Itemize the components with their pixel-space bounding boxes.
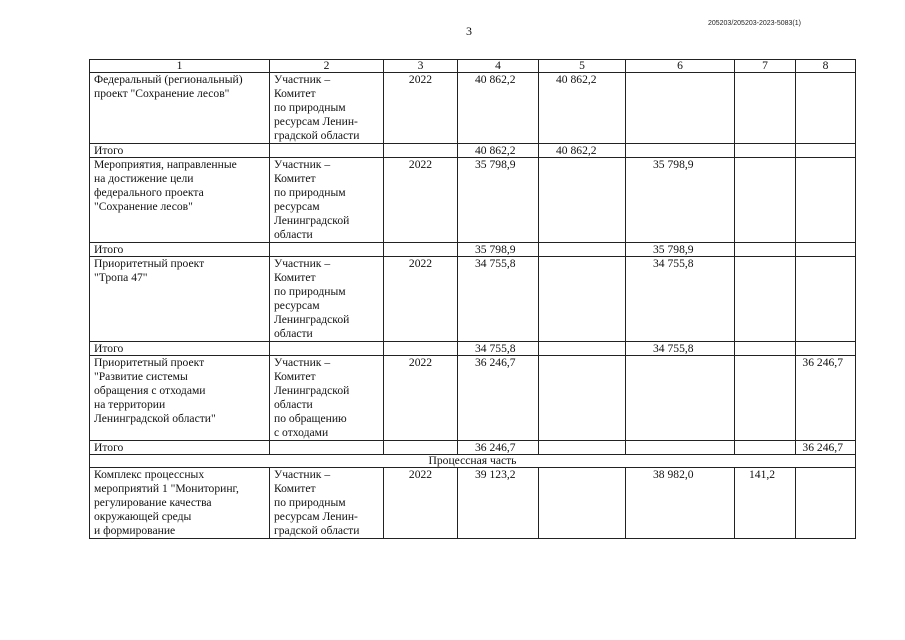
- section-title: Процессная часть: [90, 455, 856, 468]
- page-number: 3: [466, 24, 472, 38]
- table-row: [90, 73, 856, 144]
- header-cell: 4: [458, 60, 539, 73]
- participant-cell: Участник – Комитет по природным ресурсам Ленинградской области: [270, 257, 384, 342]
- year-cell: 2022: [384, 356, 458, 441]
- total-amount-cell: 40 862,2: [458, 73, 539, 144]
- section-row: [90, 455, 856, 468]
- amount-cell: [735, 144, 796, 158]
- amount-cell: 34 755,8: [626, 342, 735, 356]
- total-amount-cell: 36 246,7: [458, 356, 539, 441]
- amount-cell: 36 246,7: [796, 441, 856, 455]
- year-cell: 2022: [384, 158, 458, 243]
- year-cell: 2022: [384, 257, 458, 342]
- amount-cell: 38 982,0: [626, 468, 735, 539]
- header-cell: 7: [735, 60, 796, 73]
- header-cell: 5: [539, 60, 626, 73]
- total-amount-cell: 34 755,8: [458, 257, 539, 342]
- participant-cell: Участник – Комитет по природным ресурсам Ленин- градской области: [270, 468, 384, 539]
- total-amount-cell: 35 798,9: [458, 243, 539, 257]
- total-row: [90, 441, 856, 455]
- total-label: Итого: [90, 441, 270, 455]
- amount-cell: 40 862,2: [539, 144, 626, 158]
- total-label: Итого: [90, 342, 270, 356]
- header-cell: 3: [384, 60, 458, 73]
- header-row: [90, 60, 856, 73]
- amount-cell: [796, 342, 856, 356]
- total-row: [90, 342, 856, 356]
- amount-cell: [796, 73, 856, 144]
- amount-cell: [735, 342, 796, 356]
- amount-cell: [735, 73, 796, 144]
- project-name-cell: Приоритетный проект "Тропа 47": [90, 257, 270, 342]
- table-row: [90, 257, 856, 342]
- total-amount-cell: 39 123,2: [458, 468, 539, 539]
- amount-cell: [626, 73, 735, 144]
- amount-cell: 36 246,7: [796, 356, 856, 441]
- year-cell: 2022: [384, 468, 458, 539]
- amount-cell: [539, 468, 626, 539]
- project-name-cell: Федеральный (региональный) проект "Сохранение лесов": [90, 73, 270, 144]
- project-name-cell: Приоритетный проект "Развитие системы обращения с отходами на территории Ленинградской области": [90, 356, 270, 441]
- amount-cell: [539, 342, 626, 356]
- amount-cell: 34 755,8: [626, 257, 735, 342]
- amount-cell: [735, 158, 796, 243]
- project-name-cell: Комплекс процессных мероприятий 1 "Мониторинг, регулирование качества окружающей среды и формирование: [90, 468, 270, 539]
- total-amount-cell: 35 798,9: [458, 158, 539, 243]
- document-id: 205203/205203-2023-5083(1): [707, 20, 801, 27]
- header-cell: 2: [270, 60, 384, 73]
- amount-cell: [796, 144, 856, 158]
- amount-cell: [626, 356, 735, 441]
- total-amount-cell: 40 862,2: [458, 144, 539, 158]
- total-row: [90, 243, 856, 257]
- participant-cell: Участник – Комитет по природным ресурсам Ленинградской области: [270, 158, 384, 243]
- header-cell: 8: [796, 60, 856, 73]
- amount-cell: 35 798,9: [626, 158, 735, 243]
- total-label: Итого: [90, 243, 270, 257]
- amount-cell: [539, 356, 626, 441]
- amount-cell: [626, 441, 735, 455]
- amount-cell: [539, 257, 626, 342]
- budget-table: [89, 59, 856, 539]
- project-name-cell: Мероприятия, направленные на достижение цели федерального проекта "Сохранение лесов": [90, 158, 270, 243]
- header-cell: 6: [626, 60, 735, 73]
- total-label: Итого: [90, 144, 270, 158]
- participant-cell: Участник – Комитет по природным ресурсам Ленин- градской области: [270, 73, 384, 144]
- amount-cell: [735, 243, 796, 257]
- amount-cell: [796, 257, 856, 342]
- amount-cell: 35 798,9: [626, 243, 735, 257]
- amount-cell: [796, 243, 856, 257]
- amount-cell: 40 862,2: [539, 73, 626, 144]
- header-cell: 1: [90, 60, 270, 73]
- table-row: [90, 356, 856, 441]
- table-row: [90, 468, 856, 539]
- total-amount-cell: 34 755,8: [458, 342, 539, 356]
- amount-cell: [539, 441, 626, 455]
- amount-cell: [796, 158, 856, 243]
- amount-cell: [626, 144, 735, 158]
- amount-cell: [735, 441, 796, 455]
- amount-cell: [735, 356, 796, 441]
- participant-cell: Участник – Комитет Ленинградской области по обращению с отходами: [270, 356, 384, 441]
- amount-cell: [735, 257, 796, 342]
- total-row: [90, 144, 856, 158]
- total-amount-cell: 36 246,7: [458, 441, 539, 455]
- amount-cell: 141,2: [735, 468, 796, 539]
- amount-cell: [796, 468, 856, 539]
- table-row: [90, 158, 856, 243]
- amount-cell: [539, 243, 626, 257]
- year-cell: 2022: [384, 73, 458, 144]
- amount-cell: [539, 158, 626, 243]
